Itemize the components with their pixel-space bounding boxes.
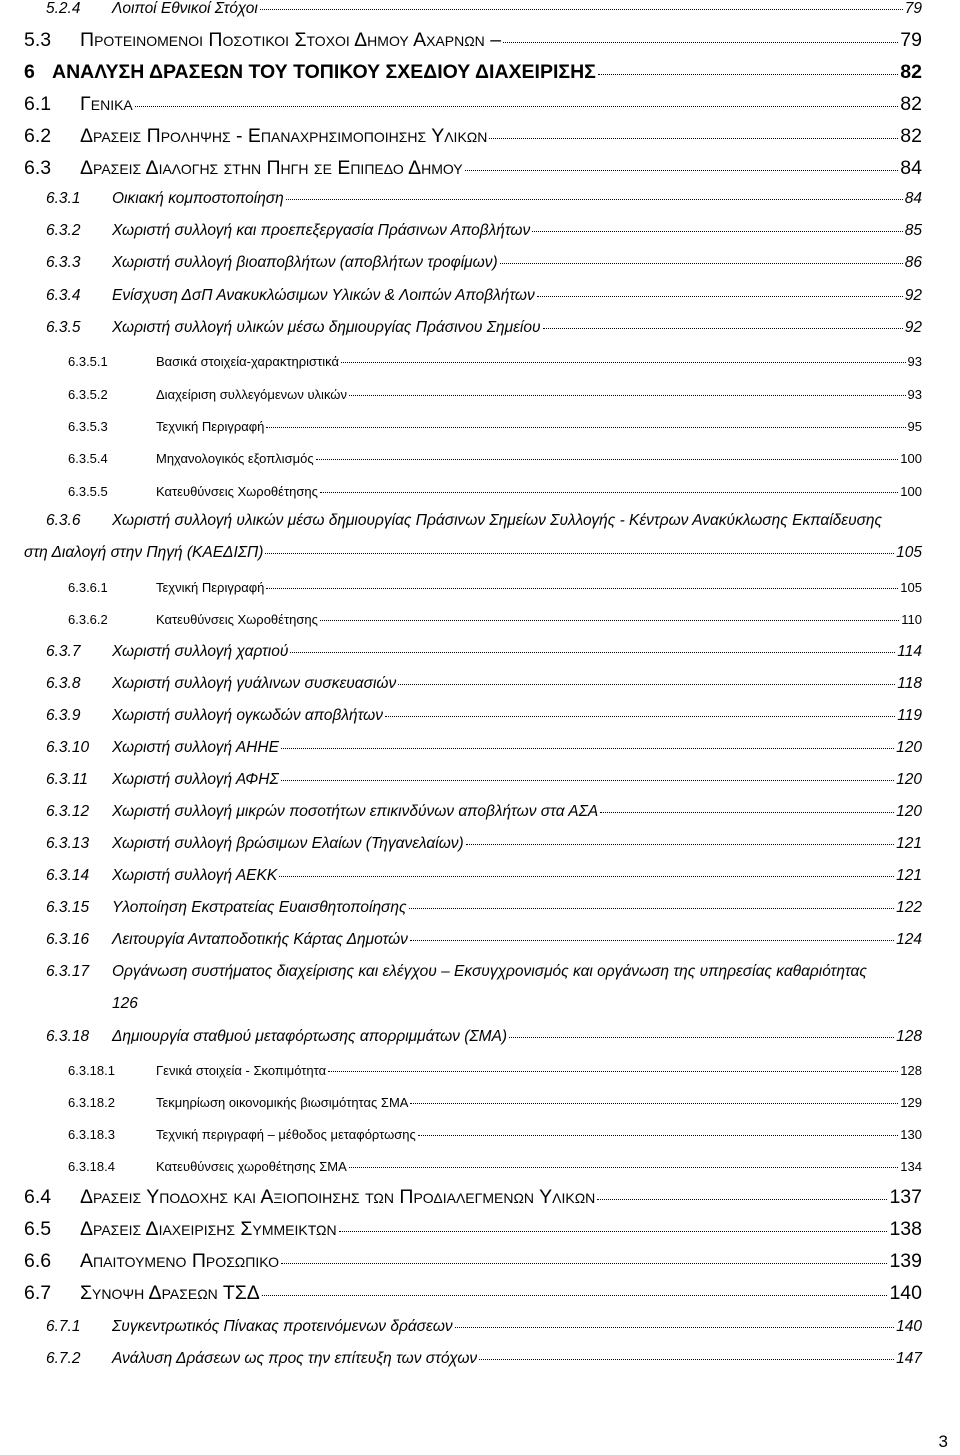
toc-entry-page: 140 bbox=[889, 1282, 922, 1304]
toc-entry-number: 6.3.5 bbox=[46, 319, 81, 336]
toc-entry-title: Χωριστή συλλογή υλικών μέσω δημιουργίας Πράσινων Σημείων Συλλογής - Κέντρων Ανακύκλωσης Εκπαίδευσης bbox=[112, 512, 883, 529]
toc-entry-number: 6.3.7 bbox=[46, 643, 81, 660]
toc-entry-title: Τεχνική Περιγραφή bbox=[156, 580, 265, 595]
toc-entry-title: Χωριστή συλλογή μικρών ποσοτήτων επικινδύνων αποβλήτων στα ΑΣΑ bbox=[112, 803, 599, 820]
toc-entry-number: 6.2 bbox=[24, 125, 52, 147]
dot-leader bbox=[600, 812, 894, 813]
toc-entry-6-3-5[interactable] bbox=[46, 319, 922, 337]
toc-entry-6-3-5-3[interactable] bbox=[68, 419, 922, 434]
toc-entry-page: 120 bbox=[896, 803, 922, 820]
toc-entry-6-5[interactable] bbox=[24, 1218, 922, 1241]
toc-entry-title: Δρασεις Υποδοχης και Αξιοποιησης των Προδιαλεγμενων Υλικων bbox=[80, 1186, 596, 1208]
toc-entry-6-3-5-2[interactable] bbox=[68, 387, 922, 402]
toc-entry-page: 84 bbox=[904, 190, 922, 207]
dot-leader bbox=[266, 588, 898, 589]
toc-entry-page: 128 bbox=[900, 1063, 922, 1078]
dot-leader bbox=[320, 620, 899, 621]
toc-entry-title: Ενίσχυση ΔσΠ Ανακυκλώσιμων Υλικών & Λοιπών Αποβλήτων bbox=[112, 287, 535, 304]
toc-entry-6-3-9[interactable] bbox=[46, 707, 922, 725]
dot-leader bbox=[279, 876, 894, 877]
toc-entry-6-3-4[interactable] bbox=[46, 287, 922, 305]
dot-leader bbox=[543, 328, 903, 329]
toc-entry-6-3-13[interactable] bbox=[46, 835, 922, 853]
dot-leader bbox=[465, 170, 899, 171]
toc-entry-number: 6.3.5.5 bbox=[68, 484, 108, 499]
dot-leader bbox=[466, 844, 894, 845]
toc-entry-number: 6.3.12 bbox=[46, 803, 90, 820]
toc-entry-number: 6.3.14 bbox=[46, 867, 90, 884]
dot-leader bbox=[385, 716, 895, 717]
toc-entry-page: 92 bbox=[904, 319, 922, 336]
toc-entry-6-3-14[interactable] bbox=[46, 867, 922, 885]
toc-entry-page: 110 bbox=[901, 612, 922, 627]
toc-entry-page: 122 bbox=[896, 899, 922, 916]
toc-entry-5-3[interactable] bbox=[24, 29, 922, 52]
toc-entry-number: 6.5 bbox=[24, 1218, 52, 1240]
toc-entry-number: 6.3.15 bbox=[46, 899, 90, 916]
toc-entry-6-3-5-4[interactable] bbox=[68, 451, 922, 466]
dot-leader bbox=[500, 263, 903, 264]
toc-entry-number: 6.3.17 bbox=[46, 963, 90, 980]
dot-leader bbox=[262, 1295, 888, 1296]
toc-entry-number: 6.3.6 bbox=[46, 512, 81, 529]
toc-entry-title: Συγκεντρωτικός Πίνακας προτεινόμενων δράσεων bbox=[112, 1318, 453, 1335]
toc-entry-number: 6.3.5.1 bbox=[68, 354, 108, 369]
dot-leader bbox=[537, 296, 903, 297]
toc-entry-6[interactable] bbox=[24, 61, 922, 84]
dot-leader bbox=[328, 1071, 898, 1072]
toc-entry-page: 120 bbox=[896, 739, 922, 756]
toc-entry-title: Δρασεις Διαχειρισης Συμμεικτων bbox=[80, 1218, 337, 1240]
toc-entry-title: Λειτουργία Ανταποδοτικής Κάρτας Δημοτών bbox=[112, 931, 408, 948]
toc-entry-number: 6.3.9 bbox=[46, 707, 81, 724]
toc-entry-page: 105 bbox=[900, 580, 922, 595]
toc-entry-page: 100 bbox=[900, 484, 922, 499]
toc-entry-number: 6.7 bbox=[24, 1282, 52, 1304]
dot-leader bbox=[398, 684, 895, 685]
toc-entry-number: 6.1 bbox=[24, 93, 52, 115]
dot-leader bbox=[286, 199, 903, 200]
toc-entry-page: 82 bbox=[900, 61, 922, 83]
toc-entry-6-3-10[interactable] bbox=[46, 739, 922, 757]
toc-entry-6-6[interactable] bbox=[24, 1250, 922, 1273]
toc-entry-page: 139 bbox=[889, 1250, 922, 1272]
dot-leader bbox=[349, 395, 906, 396]
toc-entry-6-4[interactable] bbox=[24, 1186, 922, 1209]
toc-entry-6-7-2[interactable] bbox=[46, 1350, 922, 1368]
toc-entry-number: 6.3.18 bbox=[46, 1028, 90, 1045]
toc-entry-number: 6.3.1 bbox=[46, 190, 81, 207]
toc-entry-title: Χωριστή συλλογή ΑΕΚΚ bbox=[112, 867, 278, 884]
toc-entry-6-3-17[interactable] bbox=[46, 963, 867, 981]
toc-entry-6-3-15[interactable] bbox=[46, 899, 922, 917]
toc-entry-6-3-11[interactable] bbox=[46, 771, 922, 789]
toc-entry-number: 6.3.8 bbox=[46, 675, 81, 692]
dot-leader bbox=[349, 1167, 898, 1168]
toc-entry-6-1[interactable] bbox=[24, 93, 922, 116]
toc-entry-page: 140 bbox=[896, 1318, 922, 1335]
toc-entry-number: 6.4 bbox=[24, 1186, 52, 1208]
toc-entry-title: Διαχείριση συλλεγόμενων υλικών bbox=[156, 387, 347, 402]
dot-leader bbox=[489, 138, 898, 139]
toc-entry-number: 6.3 bbox=[24, 157, 52, 179]
toc-entry-page: 121 bbox=[896, 835, 922, 852]
toc-entry-title: Κατευθύνσεις χωροθέτησης ΣΜΑ bbox=[156, 1159, 347, 1174]
toc-entry-6-3-8[interactable] bbox=[46, 675, 922, 693]
toc-entry-number: 6.3.2 bbox=[46, 222, 81, 239]
toc-entry-number: 6.3.5.2 bbox=[68, 387, 108, 402]
toc-entry-6-3-6-2[interactable] bbox=[68, 612, 922, 627]
dot-leader bbox=[316, 459, 899, 460]
toc-entry-number: 6.3.10 bbox=[46, 739, 90, 756]
toc-entry-6-3-18-4[interactable] bbox=[68, 1159, 922, 1174]
toc-entry-title: Λοιποί Εθνικοί Στόχοι bbox=[112, 0, 258, 17]
toc-entry-title: Οικιακή κομποστοποίηση bbox=[112, 190, 284, 207]
toc-entry-title: Χωριστή συλλογή ογκωδών αποβλήτων bbox=[112, 707, 383, 724]
toc-entry-number: 6.3.6.1 bbox=[68, 580, 108, 595]
toc-entry-title: Χωριστή συλλογή ΑΦΗΣ bbox=[112, 771, 279, 788]
toc-entry-number: 6.3.6.2 bbox=[68, 612, 108, 627]
toc-entry-title: Τεχνική περιγραφή – μέθοδος μεταφόρτωσης bbox=[156, 1127, 416, 1142]
toc-entry-page: 147 bbox=[896, 1350, 922, 1367]
toc-entry-page: 134 bbox=[900, 1159, 922, 1174]
toc-entry-number: 6.3.5.4 bbox=[68, 451, 108, 466]
toc-entry-title: Δρασεις Διαλογης στην Πηγη σε Επιπεδο Δημου bbox=[80, 157, 463, 179]
dot-leader bbox=[135, 106, 899, 107]
toc-entry-page: 138 bbox=[889, 1218, 922, 1240]
toc-entry-page: 120 bbox=[896, 771, 922, 788]
toc-entry-title: Απαιτουμενο Προσωπικο bbox=[80, 1250, 280, 1272]
toc-entry-title: Τεχνική Περιγραφή bbox=[156, 419, 265, 434]
dot-leader bbox=[598, 74, 898, 75]
toc-entry-number: 5.3 bbox=[24, 29, 52, 51]
toc-entry-6-7-1[interactable] bbox=[46, 1318, 922, 1336]
dot-leader bbox=[455, 1327, 894, 1328]
toc-entry-title: Ανάλυση Δράσεων ως προς την επίτευξη των στόχων bbox=[112, 1350, 478, 1367]
toc-entry-6-3-18-3[interactable] bbox=[68, 1127, 922, 1142]
dot-leader bbox=[410, 940, 894, 941]
toc-entry-6-3-7[interactable] bbox=[46, 643, 922, 661]
toc-entry-page: 126 bbox=[112, 995, 138, 1012]
dot-leader bbox=[281, 1263, 887, 1264]
toc-entry-number: 6.3.18.1 bbox=[68, 1063, 115, 1078]
toc-entry-6-3-18-1[interactable] bbox=[68, 1063, 922, 1078]
toc-entry-page: 105 bbox=[896, 544, 922, 561]
toc-entry-6-3-6-1[interactable] bbox=[68, 580, 922, 595]
toc-entry-page: 114 bbox=[897, 643, 922, 660]
dot-leader bbox=[281, 748, 894, 749]
toc-entry-number: 6.3.11 bbox=[46, 771, 88, 788]
dot-leader bbox=[503, 42, 898, 43]
toc-entry-number: 6.3.5.3 bbox=[68, 419, 108, 434]
toc-entry-6-3-12[interactable] bbox=[46, 803, 922, 821]
dot-leader bbox=[260, 9, 903, 10]
toc-entry-page: 121 bbox=[896, 867, 922, 884]
toc-entry-6-3-6[interactable] bbox=[46, 512, 882, 530]
toc-entry-page: 93 bbox=[907, 354, 922, 369]
toc-entry-number: 6.7.2 bbox=[46, 1350, 81, 1367]
dot-leader bbox=[290, 652, 895, 653]
toc-entry-title: Δρασεις Προληψης - Επαναχρησιμοποιησης Υλικων bbox=[80, 125, 488, 147]
dot-leader bbox=[320, 492, 898, 493]
dot-leader bbox=[281, 780, 894, 781]
toc-entry-title: Βασικά στοιχεία-χαρακτηριστικά bbox=[156, 354, 339, 369]
dot-leader bbox=[509, 1037, 894, 1038]
toc-entry-title: Χωριστή συλλογή χαρτιού bbox=[112, 643, 289, 660]
toc-entry-title: Οργάνωση συστήματος διαχείρισης και ελέγχου – Εκσυγχρονισμός και οργάνωση της υπηρεσίας καθαριότητας bbox=[112, 963, 867, 980]
toc-entry-page: 84 bbox=[900, 157, 922, 179]
toc-entry-title: Χωριστή συλλογή υλικών μέσω δημιουργίας Πράσινου Σημείου bbox=[112, 319, 541, 336]
toc-entry-6-3-3[interactable] bbox=[46, 254, 922, 272]
dot-leader bbox=[266, 427, 905, 428]
toc-entry-number: 6.7.1 bbox=[46, 1318, 81, 1335]
dot-leader bbox=[532, 231, 902, 232]
dot-leader bbox=[409, 908, 895, 909]
toc-entry-6-3-5-1[interactable] bbox=[68, 354, 922, 369]
toc-entry-page: 128 bbox=[896, 1028, 922, 1045]
toc-entry-6-7[interactable] bbox=[24, 1282, 922, 1305]
toc-entry-number: 6.3.16 bbox=[46, 931, 90, 948]
toc-entry-title: Γενικά στοιχεία - Σκοπιμότητα bbox=[156, 1063, 327, 1078]
toc-entry-page: 82 bbox=[900, 125, 922, 147]
toc-entry-title: ΑΝΑΛΥΣΗ ΔΡΑΣΕΩΝ ΤΟΥ ΤΟΠΙΚΟΥ ΣΧΕΔΙΟΥ ΔΙΑΧΕΙΡΙΣΗΣ bbox=[52, 61, 596, 83]
toc-entry-page: 82 bbox=[900, 93, 922, 115]
toc-entry-page: 79 bbox=[904, 0, 922, 17]
toc-entry-title: Χωριστή συλλογή βρώσιμων Ελαίων (Τηγανελαίων) bbox=[112, 835, 464, 852]
toc-entry-6-3-5-5[interactable] bbox=[68, 484, 922, 499]
toc-entry-number: 6.3.3 bbox=[46, 254, 81, 271]
toc-entry-title: Τεκμηρίωση οικονομικής βιωσιμότητας ΣΜΑ bbox=[156, 1095, 409, 1110]
toc-entry-number: 6.3.4 bbox=[46, 287, 81, 304]
toc-entry-number: 5.2.4 bbox=[46, 0, 81, 17]
toc-entry-6-2[interactable] bbox=[24, 125, 922, 148]
toc-entry-6-3-16[interactable] bbox=[46, 931, 922, 949]
dot-leader bbox=[410, 1103, 898, 1104]
toc-entry-page: 86 bbox=[904, 254, 922, 271]
toc-entry-page: 129 bbox=[900, 1095, 922, 1110]
toc-entry-page: 95 bbox=[907, 419, 922, 434]
dot-leader bbox=[265, 553, 894, 554]
dot-leader bbox=[479, 1359, 894, 1360]
toc-entry-title: Συνοψη Δρασεων ΤΣΔ bbox=[80, 1282, 260, 1304]
toc-entry-title-cont: στη Διαλογή στην Πηγή (ΚΑΕΔΙΣΠ) bbox=[24, 544, 264, 561]
toc-entry-number: 6.6 bbox=[24, 1250, 52, 1272]
toc-entry-page: 85 bbox=[904, 222, 922, 239]
toc-entry-page: 93 bbox=[907, 387, 922, 402]
dot-leader bbox=[341, 362, 906, 363]
toc-entry-6-3-18[interactable] bbox=[46, 1028, 922, 1046]
toc-entry-6-3-2[interactable] bbox=[46, 222, 922, 240]
toc-entry-title: Προτεινομενοι Ποσοτικοι Στοχοι Δημου Αχαρνων – bbox=[80, 29, 502, 51]
toc-entry-continuation[interactable] bbox=[24, 544, 922, 562]
dot-leader bbox=[418, 1135, 899, 1136]
toc-entry-page: 92 bbox=[904, 287, 922, 304]
toc-entry-number: 6.3.18.3 bbox=[68, 1127, 115, 1142]
toc-entry-title: Χωριστή συλλογή βιοαποβλήτων (αποβλήτων τροφίμων) bbox=[112, 254, 498, 271]
toc-entry-title: Χωριστή συλλογή γυάλινων συσκευασιών bbox=[112, 675, 397, 692]
toc-entry-page: 118 bbox=[897, 675, 922, 692]
toc-entry-page: 79 bbox=[900, 29, 922, 51]
toc-entry-title: Κατευθύνσεις Χωροθέτησης bbox=[156, 612, 318, 627]
toc-entry-page: 119 bbox=[897, 707, 922, 724]
toc-entry-6-3-1[interactable] bbox=[46, 190, 922, 208]
toc-entry-page: 100 bbox=[900, 451, 922, 466]
toc-entry-title: Δημιουργία σταθμού μεταφόρτωσης απορριμμάτων (ΣΜΑ) bbox=[112, 1028, 508, 1045]
toc-entry-title: Μηχανολογικός εξοπλισμός bbox=[156, 451, 314, 466]
toc-entry-number: 6 bbox=[24, 61, 35, 83]
toc-entry-6-3[interactable] bbox=[24, 157, 922, 180]
toc-entry-title: Γενικα bbox=[80, 93, 133, 115]
page-number: 3 bbox=[938, 1432, 948, 1451]
toc-entry-5-2-4[interactable] bbox=[46, 0, 922, 18]
dot-leader bbox=[339, 1231, 888, 1232]
toc-entry-page: 124 bbox=[896, 931, 922, 948]
toc-entry-page: 130 bbox=[900, 1127, 922, 1142]
toc-entry-title: Χωριστή συλλογή ΑΗΗΕ bbox=[112, 739, 279, 756]
toc-entry-number: 6.3.18.4 bbox=[68, 1159, 115, 1174]
dot-leader bbox=[597, 1199, 887, 1200]
toc-entry-number: 6.3.18.2 bbox=[68, 1095, 115, 1110]
toc-entry-title: Χωριστή συλλογή και προεπεξεργασία Πράσινων Αποβλήτων bbox=[112, 222, 531, 239]
toc-entry-page: 137 bbox=[889, 1186, 922, 1208]
toc-entry-title: Κατευθύνσεις Χωροθέτησης bbox=[156, 484, 318, 499]
toc-entry-6-3-18-2[interactable] bbox=[68, 1095, 922, 1110]
toc-entry-number: 6.3.13 bbox=[46, 835, 90, 852]
toc-entry-title: Υλοποίηση Εκστρατείας Ευαισθητοποίησης bbox=[112, 899, 407, 916]
